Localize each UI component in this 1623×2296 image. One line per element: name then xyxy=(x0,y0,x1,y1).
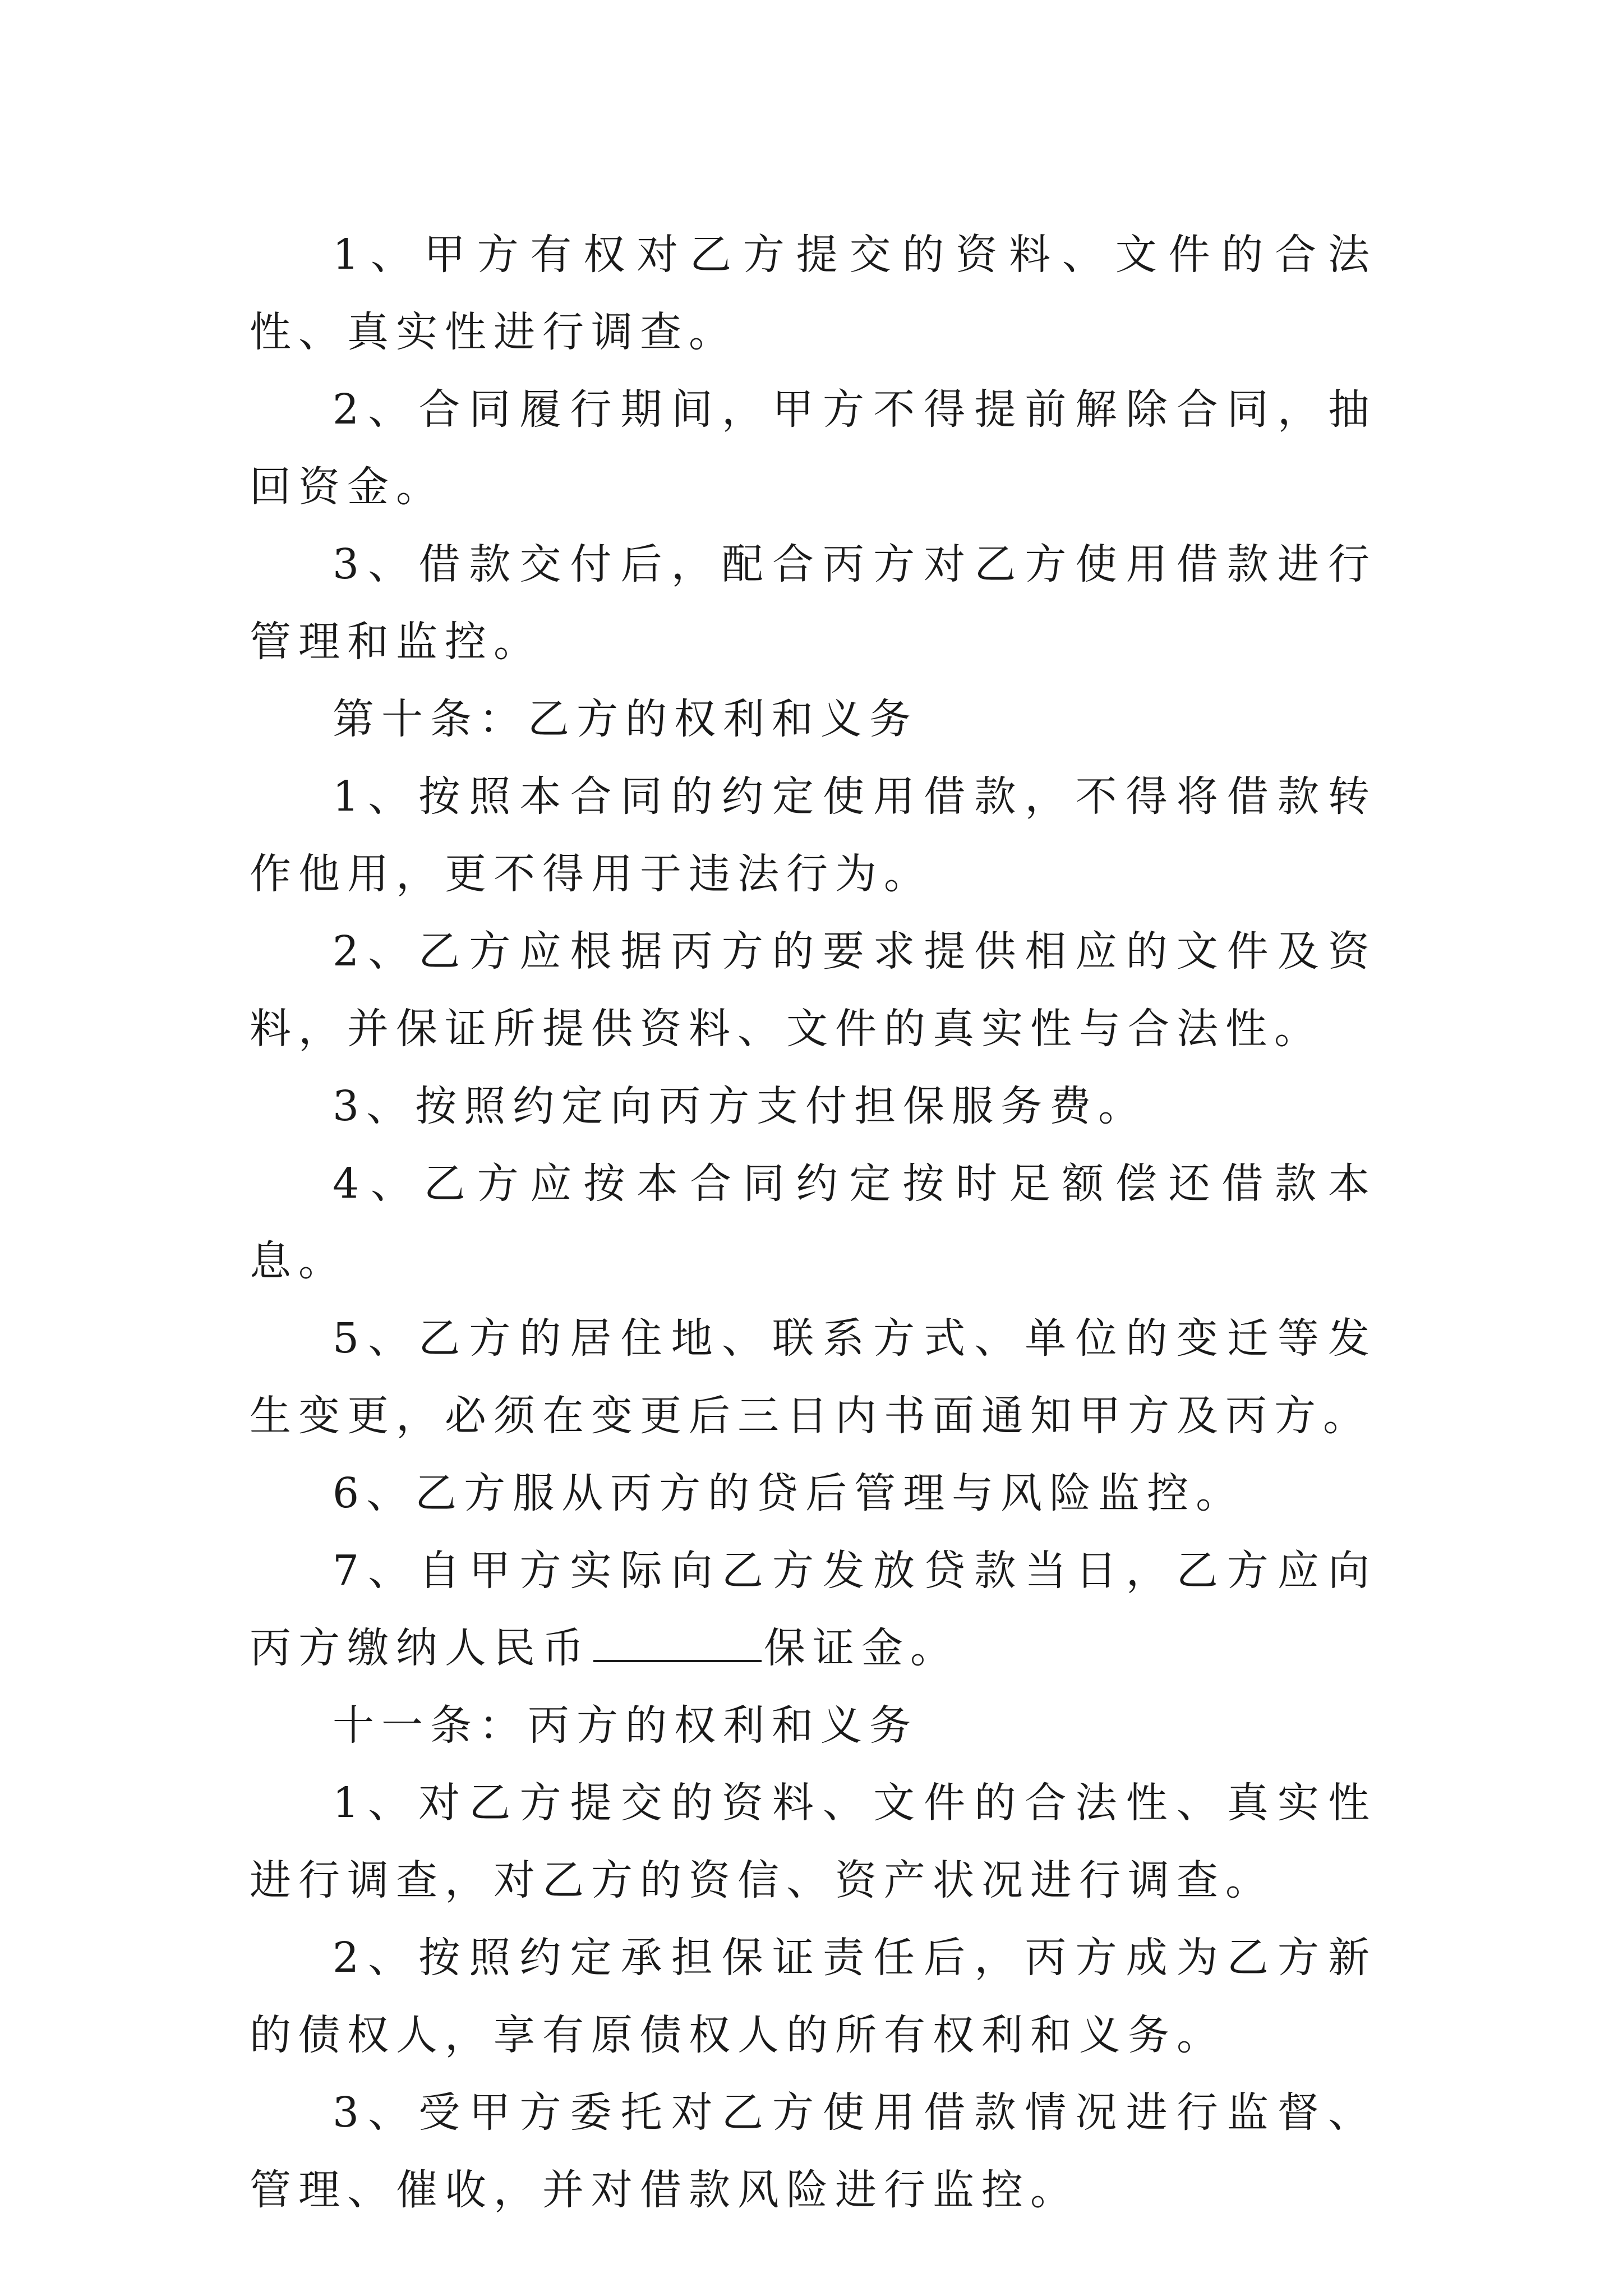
document-body xyxy=(250,216,1377,2229)
paragraph-b-2: 2、乙方应根据丙方的要求提供相应的文件及资料，并保证所提供资料、文件的真实性与合法性。 xyxy=(250,927,1377,1053)
paragraph-c-1: 1、对乙方提交的资料、文件的合法性、真实性进行调查，对乙方的资信、资产状况进行调查。 xyxy=(250,1779,1377,1904)
paragraph-b-5: 5、乙方的居住地、联系方式、单位的变迁等发生变更，必须在变更后三日内书面通知甲方及丙方。 xyxy=(250,1314,1377,1440)
fill-in-blank xyxy=(593,1622,762,1662)
paragraph-a-2: 2、合同履行期间，甲方不得提前解除合同，抽回资金。 xyxy=(250,385,1377,511)
paragraph-b-7 xyxy=(250,1532,1377,1687)
paragraph-b-4: 4、乙方应按本合同约定按时足额偿还借款本息。 xyxy=(250,1159,1377,1285)
paragraph-c-2: 2、按照约定承担保证责任后，丙方成为乙方新的债权人，享有原债权人的所有权利和义务。 xyxy=(250,1934,1377,2059)
section-heading-article-10: 第十条：乙方的权利和义务 xyxy=(333,695,918,743)
paragraph-a-3: 3、借款交付后，配合丙方对乙方使用借款进行管理和监控。 xyxy=(250,540,1377,666)
paragraph-b-7-text-end: 保证金。 xyxy=(764,1624,959,1672)
paragraph-b-7-text-start: 7、自甲方实际向乙方发放贷款当日，乙方应向丙方缴纳人民币 xyxy=(250,1547,1377,1672)
paragraph-b-1: 1、按照本合同的约定使用借款，不得将借款转作他用，更不得用于违法行为。 xyxy=(250,772,1377,898)
paragraph-b-6: 6、乙方服从丙方的贷后管理与风险监控。 xyxy=(333,1469,1245,1517)
paragraph-a-1: 1、甲方有权对乙方提交的资料、文件的合法性、真实性进行调查。 xyxy=(250,231,1377,356)
paragraph-b-3: 3、按照约定向丙方支付担保服务费。 xyxy=(333,1082,1147,1130)
paragraph-c-3: 3、受甲方委托对乙方使用借款情况进行监督、管理、催收，并对借款风险进行监控。 xyxy=(250,2088,1377,2214)
section-heading-article-11: 十一条：丙方的权利和义务 xyxy=(333,1701,918,1750)
